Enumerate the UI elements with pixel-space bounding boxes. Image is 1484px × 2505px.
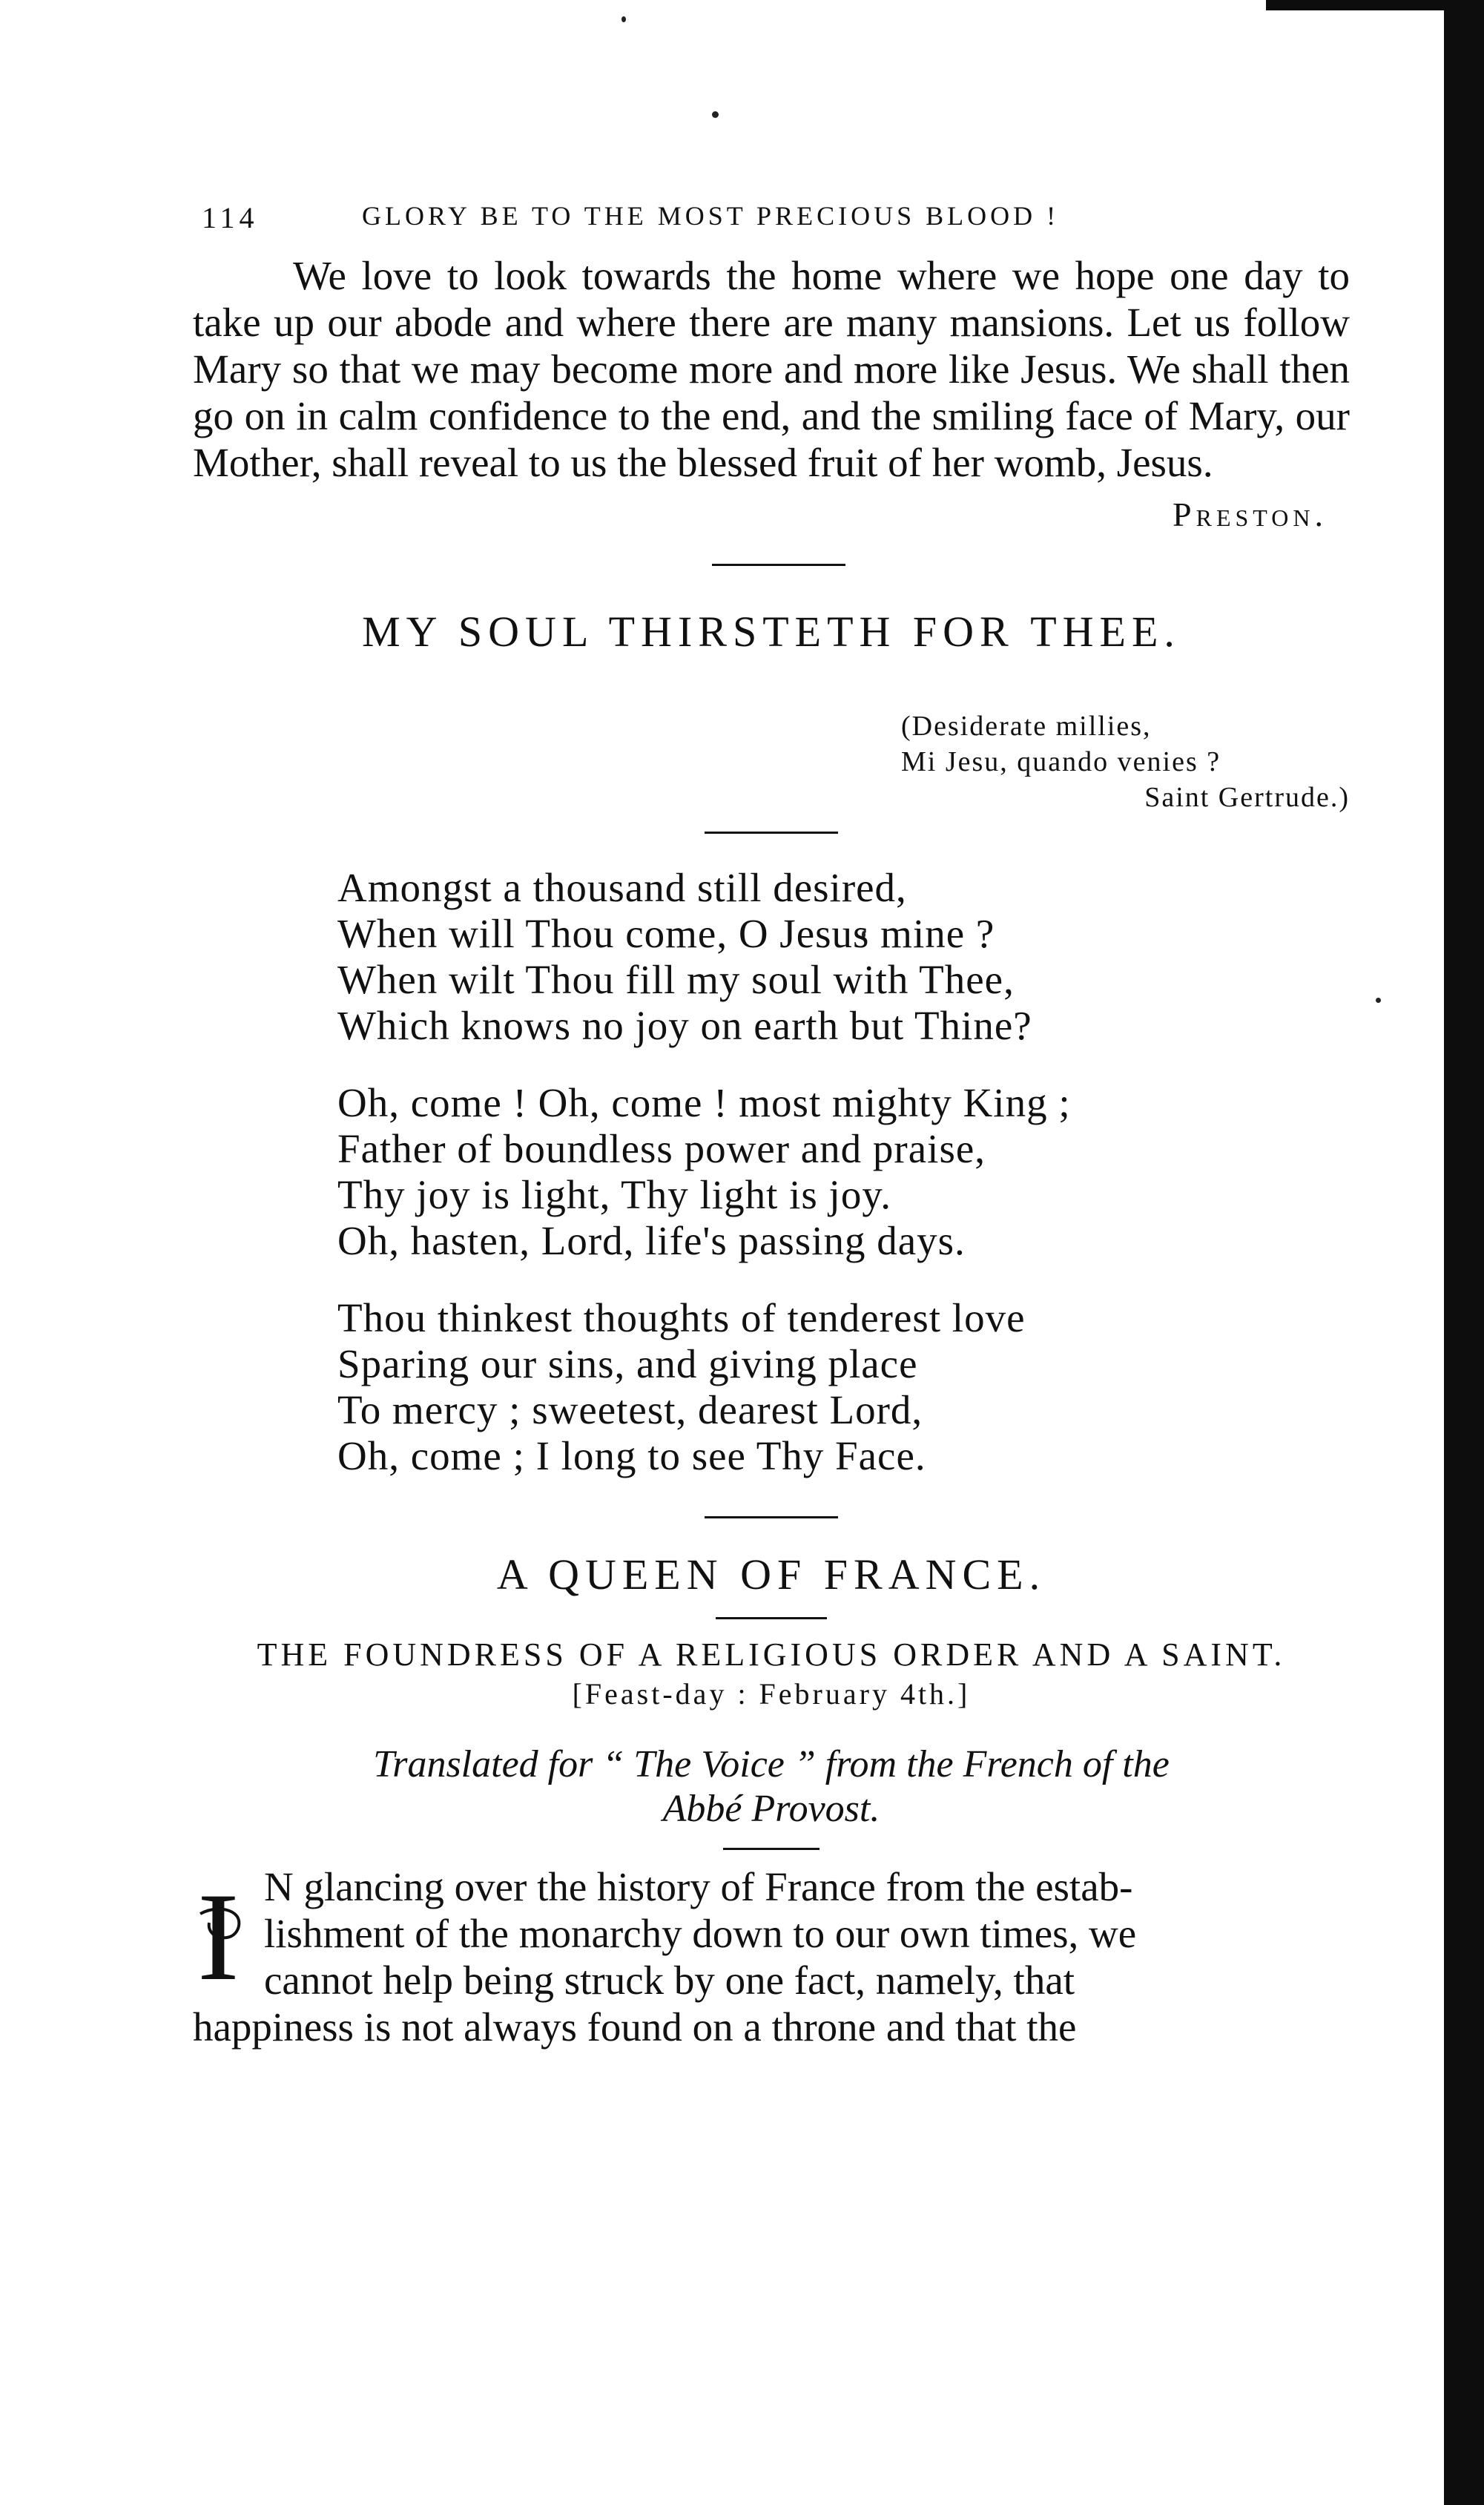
scan-speck (1376, 998, 1381, 1003)
author-signature: Preston. (1173, 496, 1328, 533)
verse-line: Father of boundless power and praise, (337, 1126, 986, 1171)
poem-stanza-3 (337, 1295, 1350, 1479)
translation-line: Translated for “ The Voice ” from the French of the (373, 1743, 1170, 1785)
translation-line: Abbé Provost. (662, 1788, 880, 1830)
prose-paragraph: We love to look towards the home where we hope one day to take up our abode and where there are many mansions. Let us follow Mary so that we may become more and more like Jesus. We shall then go on in calm confidence to the end, and the smiling face of Mary, our Mother, shall reveal to us the blessed fruit of her womb, Jesus. (193, 253, 1350, 485)
section-divider (705, 832, 838, 834)
translation-credit (193, 1742, 1350, 1831)
section-divider (705, 1516, 838, 1518)
section-divider (723, 1848, 820, 1850)
verse-line: Which knows no joy on earth but Thine? (337, 1003, 1032, 1048)
prose-block (193, 252, 1350, 486)
poem-stanza-2 (337, 1080, 1350, 1264)
verse-line: Oh, hasten, Lord, life's passing days. (337, 1218, 966, 1263)
poem-stanza-1 (337, 865, 1350, 1049)
scan-speck (712, 111, 719, 118)
verse-line: To mercy ; sweetest, dearest Lord, (337, 1387, 923, 1432)
running-title: GLORY BE TO THE MOST PRECIOUS BLOOD ! (362, 201, 1060, 231)
article-opening (193, 1863, 1350, 2050)
verse-line: When will Thou come, O Jesus mine ? (337, 911, 995, 956)
opening-line: lishment of the monarchy down to our own times, we (264, 1911, 1137, 1956)
verse-line: When wilt Thou fill my soul with Thee, (337, 957, 1015, 1002)
scan-edge (1444, 0, 1484, 2505)
running-head (193, 200, 1350, 252)
epigraph-line: Mi Jesu, quando venies ? (901, 746, 1221, 777)
drop-capital (193, 1868, 251, 2001)
verse-line: Oh, come ; I long to see Thy Face. (337, 1433, 926, 1478)
poem-epigraph (901, 708, 1350, 815)
drop-capital-letter: I (197, 1868, 240, 2001)
verse-line: Thou thinkest thoughts of tenderest love (337, 1295, 1026, 1340)
poem-title: MY SOUL THIRSTETH FOR THEE. (362, 608, 1181, 656)
verse-line: Amongst a thousand still desired, (337, 865, 907, 910)
page-number: 114 (202, 201, 259, 234)
scan-top-mark (1266, 0, 1444, 10)
epigraph-line: (Desiderate millies, (901, 711, 1152, 742)
article-subtitle: THE FOUNDRESS OF A RELIGIOUS ORDER AND A SAINT. (257, 1636, 1286, 1673)
article-title: A QUEEN OF FRANCE. (496, 1550, 1046, 1599)
section-divider (716, 1617, 827, 1619)
opening-line: N glancing over the history of France from the estab- (264, 1864, 1133, 1909)
verse-line: Oh, come ! Oh, come ! most mighty King ; (337, 1080, 1071, 1125)
section-divider (712, 564, 845, 566)
verse-line: Sparing our sins, and giving place (337, 1341, 918, 1386)
verse-line: Thy joy is light, Thy light is joy. (337, 1172, 891, 1217)
epigraph-attribution: Saint Gertrude.) (1144, 782, 1350, 813)
feast-day: [Feast-day : February 4th.] (572, 1677, 971, 1711)
page (193, 200, 1350, 2050)
opening-line: happiness is not always found on a throne and that the (193, 2004, 1077, 2050)
opening-line: cannot help being struck by one fact, namely, that (264, 1958, 1075, 2003)
scan-speck (621, 16, 626, 22)
